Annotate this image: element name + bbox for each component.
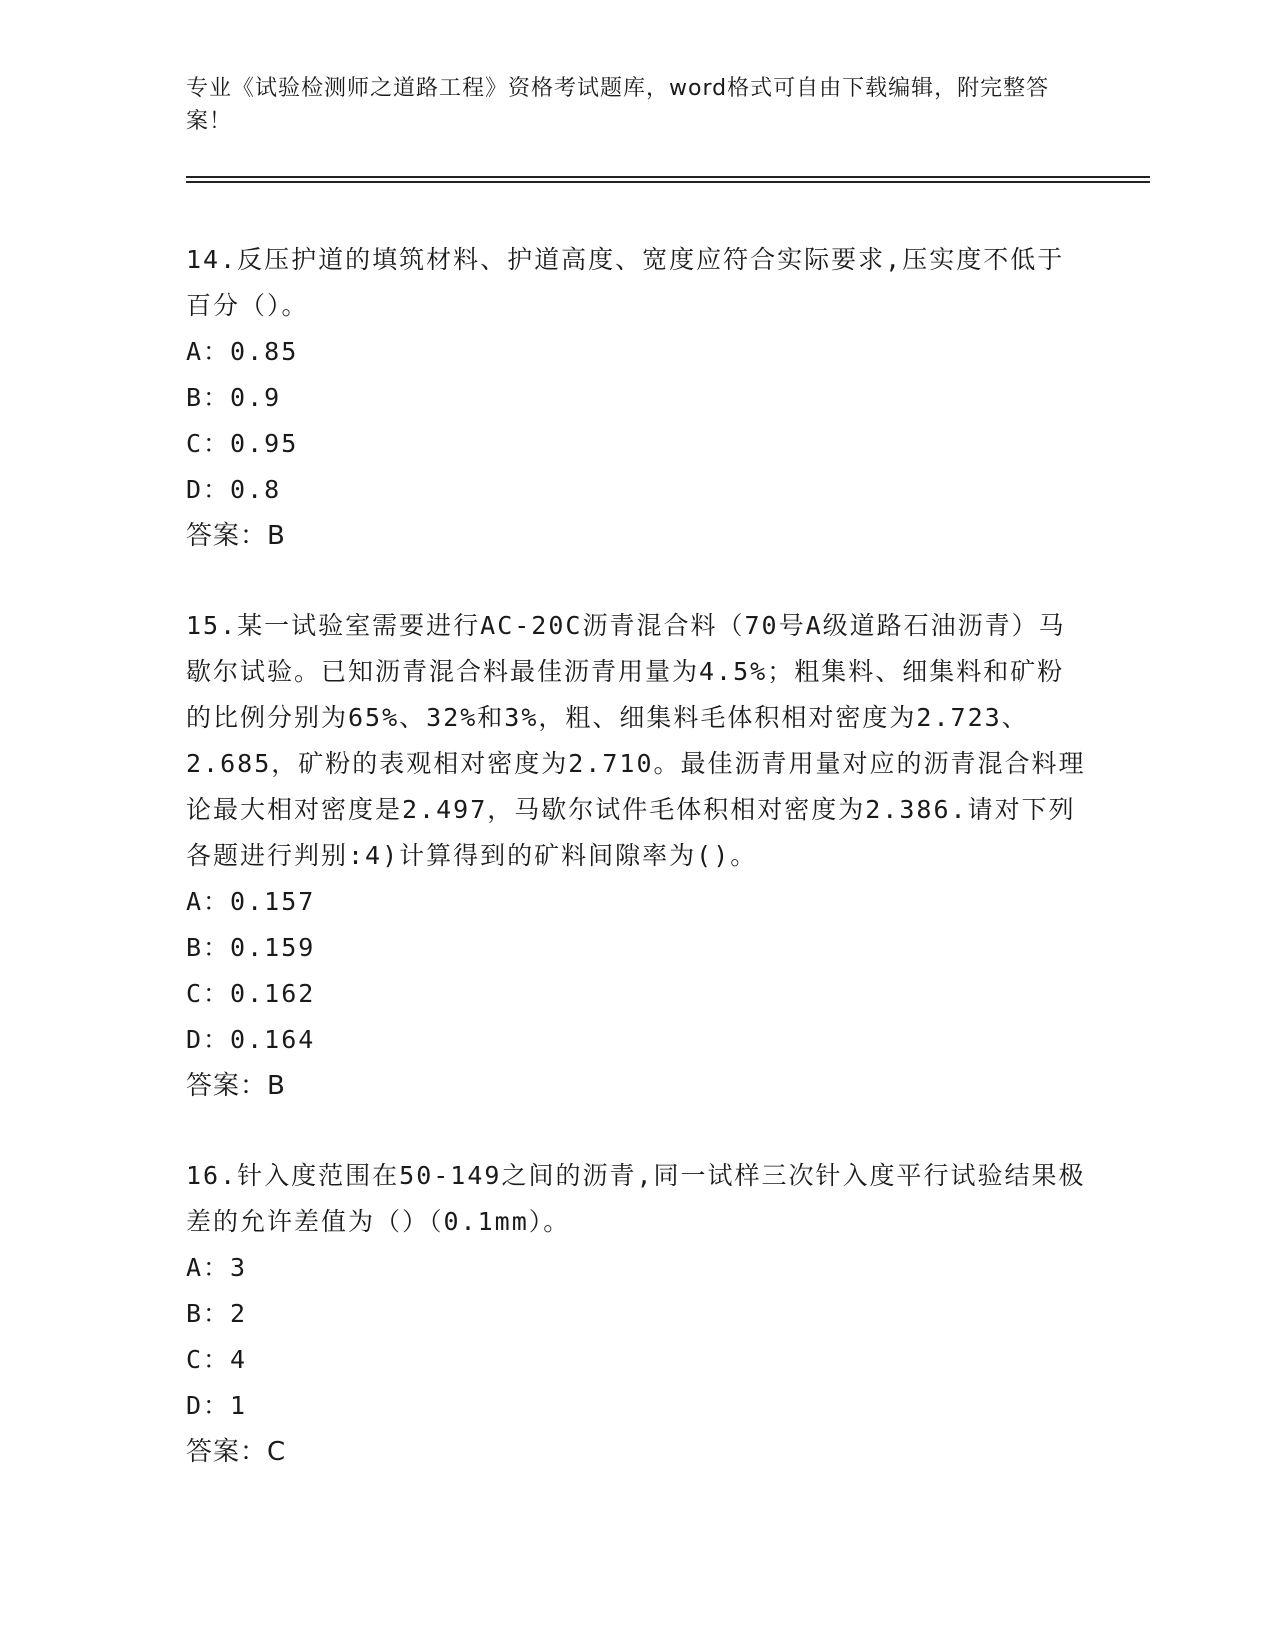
option-list: [186, 1245, 1086, 1429]
header-divider-top: [186, 176, 1150, 178]
option-d: D：0.164: [186, 1025, 316, 1054]
option-c: C：0.162: [186, 979, 316, 1008]
option-list: [186, 329, 1086, 513]
document-header: 专业《试验检测师之道路工程》资格考试题库，word格式可自由下载编辑，附完整答案！: [186, 76, 1050, 134]
header-divider-bottom: [186, 181, 1150, 183]
answer-line: 答案：B: [186, 1071, 286, 1101]
answer-line: 答案：B: [186, 521, 286, 551]
question-stem: 14.反压护道的填筑材料、护道高度、宽度应符合实际要求,压实度不低于百分（）。: [186, 245, 1065, 320]
question-15: [186, 603, 1086, 1109]
option-b: B：0.9: [186, 383, 282, 412]
question-14: [186, 237, 1086, 559]
option-a: A：0.157: [186, 887, 316, 916]
option-d: D：0.8: [186, 475, 282, 504]
option-list: [186, 879, 1086, 1063]
answer-line: 答案：C: [186, 1437, 287, 1467]
option-a: A：3: [186, 1253, 248, 1282]
option-b: B：0.159: [186, 933, 316, 962]
option-c: C：4: [186, 1345, 248, 1374]
question-16: [186, 1153, 1086, 1475]
option-a: A：0.85: [186, 337, 299, 366]
option-b: B：2: [186, 1299, 248, 1328]
question-stem: 15.某一试验室需要进行AC-20C沥青混合料（70号A级道路石油沥青）马歇尔试验。已知沥青混合料最佳沥青用量为4.5%；粗集料、细集料和矿粉的比例分别为65%、32%和3%，粗、细集料毛体积相对密度为2.723、2.685，矿粉的表观相对密度为2.710。最佳沥青用量对应的沥青混合料理论最大相对密度是2.497，马歇尔试件毛体积相对密度为2.386.请对下列各题进行判别:4)计算得到的矿料间隙率为()。: [186, 611, 1086, 870]
question-stem: 16.针入度范围在50-149之间的沥青,同一试样三次针入度平行试验结果极差的允许差值为（）（0.1mm）。: [186, 1161, 1086, 1236]
option-d: D：1: [186, 1391, 248, 1420]
option-c: C：0.95: [186, 429, 299, 458]
